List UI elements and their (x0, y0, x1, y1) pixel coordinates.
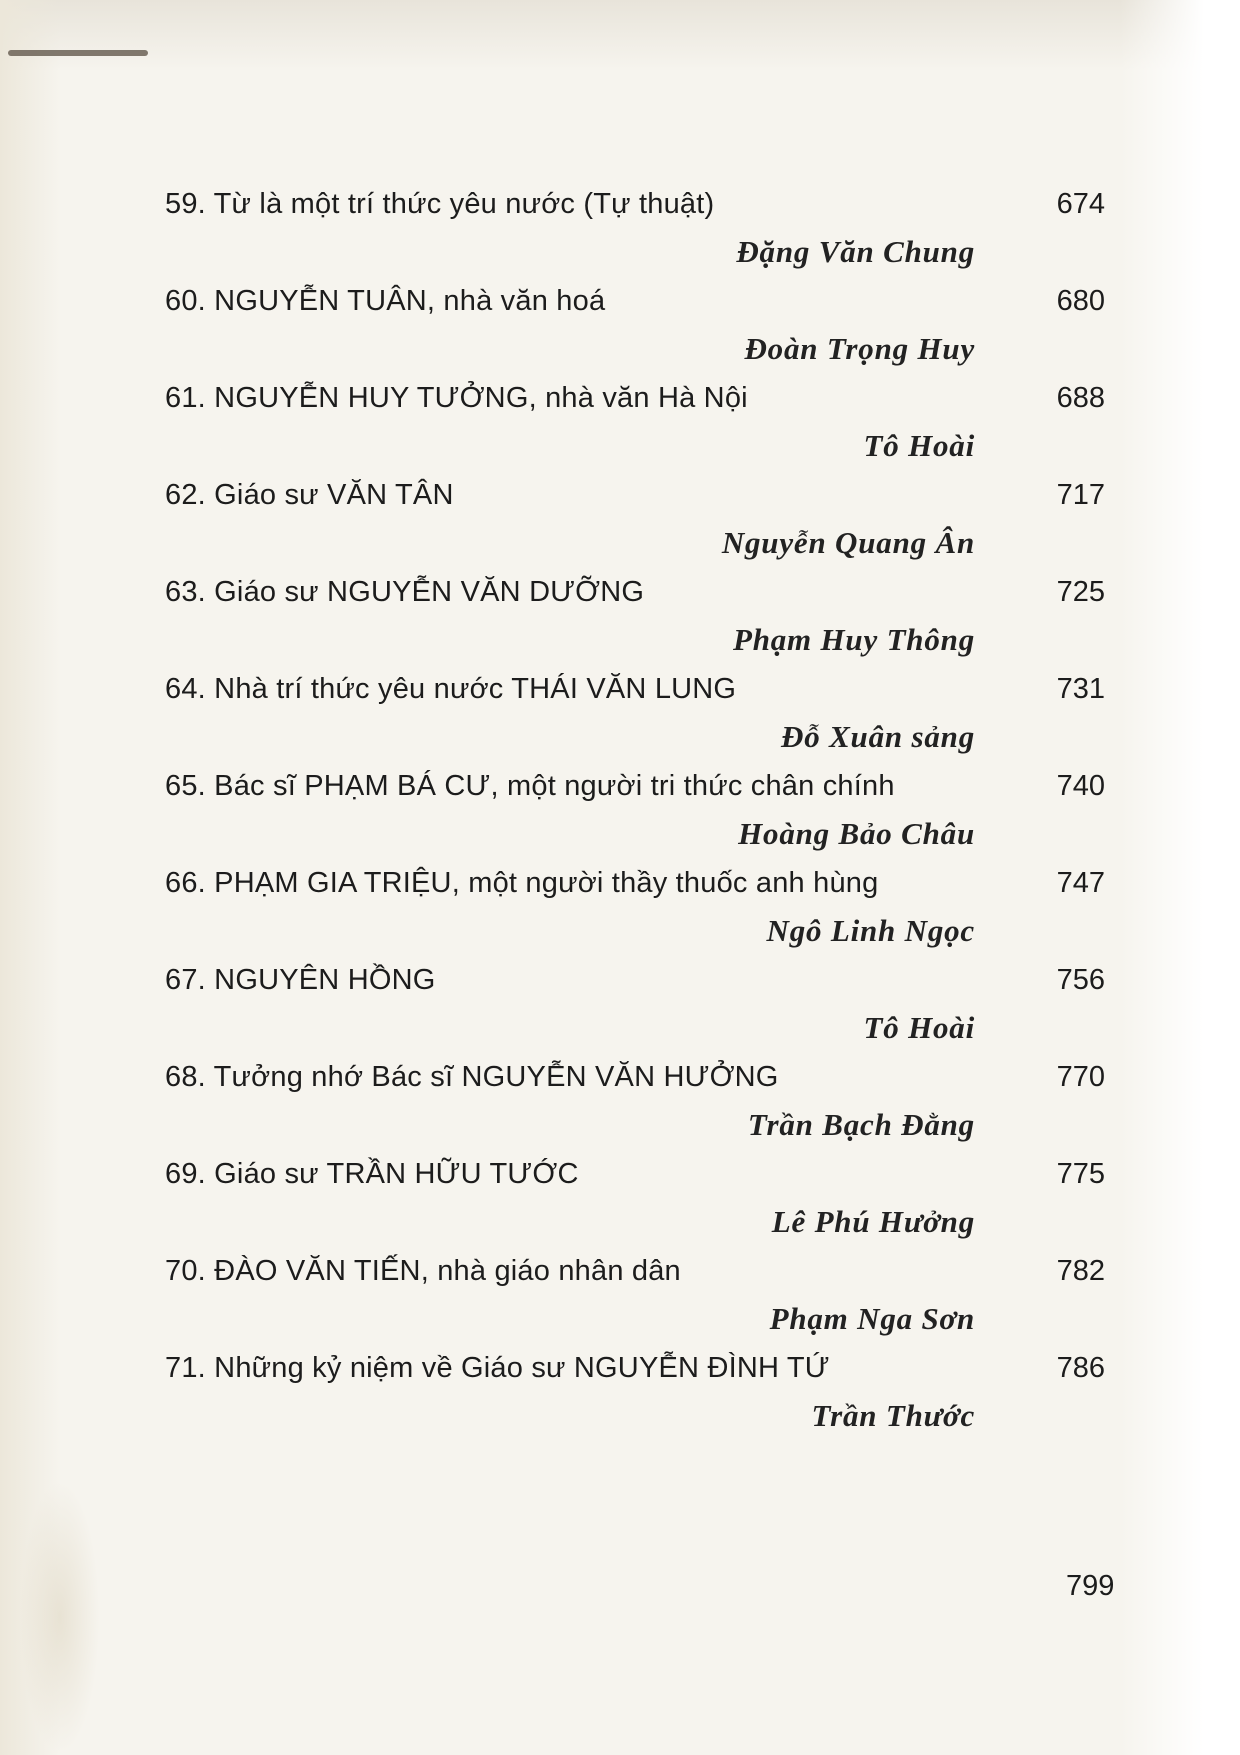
entry-page-number: 770 (1056, 1061, 1105, 1093)
entry-title: 68. Tưởng nhớ Bác sĩ NGUYỄN VĂN HƯỞNG (165, 1061, 779, 1093)
entry-page-number: 688 (1056, 382, 1105, 414)
entry-author: Trần Thước (811, 1398, 975, 1433)
entry-page-number: 731 (1056, 673, 1105, 705)
entry-title: 70. ĐÀO VĂN TIẾN, nhà giáo nhân dân (165, 1255, 681, 1287)
toc-entry (165, 1352, 1125, 1449)
entry-page-number: 782 (1056, 1255, 1105, 1287)
entry-page-number: 680 (1056, 285, 1105, 317)
entry-title: 67. NGUYÊN HỒNG (165, 964, 436, 996)
table-of-contents (165, 188, 1125, 1449)
toc-entry (165, 1158, 1125, 1255)
toc-entry (165, 673, 1125, 770)
toc-entry (165, 576, 1125, 673)
entry-title: 69. Giáo sư TRẦN HỮU TƯỚC (165, 1158, 579, 1190)
entry-author: Đoàn Trọng Huy (744, 331, 975, 366)
entry-title: 62. Giáo sư VĂN TÂN (165, 479, 454, 511)
entry-author: Hoàng Bảo Châu (738, 816, 975, 851)
paper-stain (20, 1480, 100, 1755)
entry-author: Lê Phú Hưởng (771, 1204, 975, 1239)
entry-author: Phạm Huy Thông (732, 622, 975, 657)
entry-title: 60. NGUYỄN TUÂN, nhà văn hoá (165, 285, 606, 317)
toc-entry (165, 188, 1125, 285)
toc-entry (165, 1255, 1125, 1352)
entry-title: 66. PHẠM GIA TRIỆU, một người thầy thuốc anh hùng (165, 867, 879, 899)
toc-entry (165, 1061, 1125, 1158)
entry-page-number: 756 (1056, 964, 1105, 996)
entry-page-number: 747 (1056, 867, 1105, 899)
toc-entry (165, 479, 1125, 576)
entry-author: Phạm Nga Sơn (769, 1301, 975, 1336)
entry-title: 64. Nhà trí thức yêu nước THÁI VĂN LUNG (165, 673, 737, 705)
entry-author: Tô Hoài (863, 428, 975, 463)
entry-page-number: 740 (1056, 770, 1105, 802)
entry-author: Ngô Linh Ngọc (766, 913, 975, 948)
entry-author: Trần Bạch Đằng (747, 1107, 975, 1142)
entry-page-number: 717 (1056, 479, 1105, 511)
entry-title: 63. Giáo sư NGUYỄN VĂN DƯỠNG (165, 576, 645, 608)
toc-entry (165, 285, 1125, 382)
toc-entry (165, 770, 1125, 867)
toc-entry (165, 867, 1125, 964)
page-folio-number: 799 (1066, 1570, 1115, 1602)
paper-right-glare (1120, 0, 1240, 1755)
entry-page-number: 674 (1056, 188, 1105, 220)
entry-title: 71. Những kỷ niệm về Giáo sư NGUYỄN ĐÌNH TỨ (165, 1352, 830, 1384)
page-crease (8, 50, 148, 56)
entry-page-number: 775 (1056, 1158, 1105, 1190)
entry-title: 59. Từ là một trí thức yêu nước (Tự thuật) (165, 188, 715, 220)
entry-page-number: 725 (1056, 576, 1105, 608)
entry-author: Đỗ Xuân sảng (781, 719, 975, 754)
entry-author: Tô Hoài (863, 1010, 975, 1045)
entry-page-number: 786 (1056, 1352, 1105, 1384)
toc-entry (165, 382, 1125, 479)
entry-title: 61. NGUYỄN HUY TƯỞNG, nhà văn Hà Nội (165, 382, 748, 414)
paper-top-shadow (0, 0, 1240, 70)
toc-entry (165, 964, 1125, 1061)
entry-author: Đặng Văn Chung (736, 234, 975, 269)
entry-title: 65. Bác sĩ PHẠM BÁ CƯ, một người tri thức chân chính (165, 770, 895, 802)
entry-author: Nguyễn Quang Ân (721, 525, 975, 560)
